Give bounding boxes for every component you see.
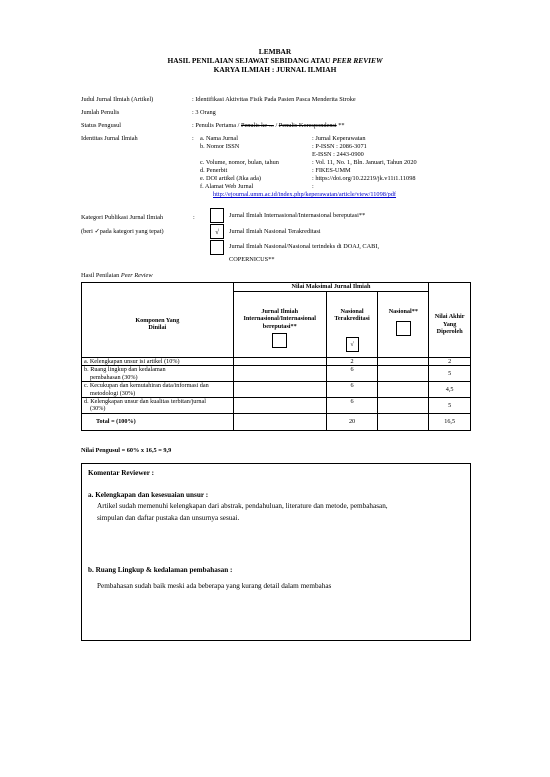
peer-review-table — [81, 282, 471, 431]
kategori-option-nas: Jurnal Ilmiah Nasional/Nasional terindeks di DOAJ, CABI, — [229, 243, 380, 250]
kategori-label: Kategori Publikasi Jurnal Ilmiah — [81, 214, 164, 221]
identitas-key-5: e. DOI artikel (Jika ada) — [200, 175, 262, 182]
kategori-option-nas-akr: Jurnal Ilmiah Nasional Terakreditasi — [229, 228, 321, 235]
komentar-a-text1: Artikel sudah memenuhi kelengkapan dari abstrak, pendahuluan, literature dan metode, pembahasan, — [97, 502, 388, 510]
status-struck-2: Penulis Korespondensi — [278, 122, 337, 129]
title-prefix: HASIL PENILAIAN SEJAWAT SEBIDANG ATAU — [167, 56, 333, 65]
kategori-checkbox-intl[interactable] — [210, 208, 224, 223]
total-nilai: 16,5 — [429, 413, 471, 430]
col-komponen-text: Komponen Yang Dinilai — [135, 316, 180, 332]
row-max: 6 — [326, 382, 378, 398]
kategori-hint: (beri ✓pada kategori yang tepat) — [81, 228, 164, 235]
identitas-key-4: d. Penerbit — [200, 167, 228, 174]
row-label: a. Kelengkapan unsur isi artikel (10%) — [82, 358, 234, 366]
hasil-label-italic: Peer Review — [120, 272, 153, 279]
row-intl — [233, 358, 326, 366]
identitas-key-3: c. Volume, nomor, bulan, tahun — [200, 159, 279, 166]
col-nas-text: Nasional** — [388, 308, 418, 315]
total-intl — [233, 413, 326, 430]
kategori-checkbox-nas-akr[interactable]: √ — [210, 224, 224, 239]
identitas-val-5: : https://doi.org/10.22219/jk.v11i1.11098 — [312, 175, 416, 182]
row-max: 6 — [326, 366, 378, 382]
web-url[interactable]: http://ejournal.umm.ac.id/index.php/keperawatan/article/view/11098/pdf — [213, 191, 397, 198]
total-label: Total = (100%) — [82, 413, 234, 430]
jumlah-label: Jumlah Penulis — [81, 109, 120, 116]
row-nilai: 2 — [429, 358, 471, 366]
row-nas — [378, 382, 429, 398]
identitas-key-1: b. Nomor ISSN — [200, 143, 240, 150]
status-first: : Penulis Pertama / — [192, 122, 241, 129]
check-nas-akr[interactable]: √ — [346, 337, 359, 352]
identitas-val-4: : FIKES-UMM — [312, 167, 351, 174]
table-row — [82, 398, 471, 414]
row-intl — [233, 398, 326, 414]
identitas-val-0: : Jurnal Keperawatan — [312, 135, 366, 142]
status-label: Status Pengusul — [81, 122, 122, 129]
web-journal-link[interactable] — [213, 191, 396, 199]
row-label-text: b. Ruang lingkup dan kedalaman pembahasan (30%) — [84, 366, 166, 381]
komentar-title: Komentar Reviewer : — [88, 469, 154, 477]
kategori-option-nas-line2: COPERNICUS** — [229, 256, 275, 263]
row-intl — [233, 382, 326, 398]
total-max: 20 — [326, 413, 378, 430]
judul-value: : Identifikasi Aktivitas Fisik Pada Pasien Pasca Menderita Stroke — [192, 96, 356, 103]
col-intl-text: Jurnal Ilmiah Internasional/Internasional bereputasi** — [243, 308, 316, 330]
check-intl[interactable] — [272, 333, 287, 348]
corner-cell-right — [429, 283, 471, 292]
kategori-option-intl: Jurnal Ilmiah Internasional/Internasional bereputasi** — [229, 212, 366, 219]
komentar-b-title: b. Ruang Lingkup & kedalaman pembahasan : — [88, 566, 233, 574]
check-nas[interactable] — [396, 321, 411, 336]
identitas-key-6: f. Alamat Web Jurnal — [200, 183, 254, 190]
row-nas — [378, 398, 429, 414]
row-max: 2 — [326, 358, 378, 366]
status-stars: ** — [336, 122, 345, 129]
row-intl — [233, 366, 326, 382]
identitas-val-2: E-ISSN : 2443-0900 — [312, 151, 364, 158]
header-nilai-maksimal: Nilai Maksimal Jurnal Ilmiah — [233, 283, 429, 292]
row-nas — [378, 358, 429, 366]
row-nas — [378, 366, 429, 382]
col-komponen — [82, 292, 234, 358]
doc-title-line1: LEMBAR — [258, 47, 292, 56]
kategori-checkbox-nas[interactable] — [210, 240, 224, 255]
col-nilai — [429, 292, 471, 358]
kategori-colon: : — [193, 214, 195, 221]
jumlah-value: : 3 Orang — [192, 109, 216, 116]
komentar-a-text2: simpulan dan daftar pustaka dan unsurnya sesuai. — [97, 514, 240, 522]
identitas-val-1: : P-ISSN : 2086-3071 — [312, 143, 367, 150]
row-label-text: d. Kelengkapan unsur dan kualitas terbitan/jurnal (30%) — [84, 398, 206, 413]
row-label — [82, 366, 234, 382]
row-max: 6 — [326, 398, 378, 414]
identitas-key-0: a. Nama Jurnal — [200, 135, 238, 142]
row-nilai: 5 — [429, 366, 471, 382]
nilai-pengusul: Nilai Pengusul = 60% x 16,5 = 9,9 — [81, 447, 172, 454]
doc-title-line3: KARYA ILMIAH : JURNAL ILMIAH — [213, 65, 337, 74]
col-nas — [378, 292, 429, 358]
col-nas-akr-text: Nasional Terakreditasi — [334, 308, 370, 323]
status-struck-1: Penulis ke-... — [240, 122, 274, 129]
title-italic: PEER REVIEW — [332, 56, 383, 65]
table-row — [82, 358, 471, 366]
identitas-val-3: : Vol. 11, No. 1, Bln. Januari, Tahun 2020 — [312, 159, 417, 166]
komentar-a-title: a. Kelengkapan dan kesesuaian unsur : — [88, 491, 209, 499]
judul-label: Judul Jurnal Ilmiah (Artikel) — [81, 96, 154, 103]
status-value — [192, 122, 345, 130]
identitas-val-6: : — [312, 183, 314, 190]
row-label-text: c. Kecukupan dan kemutahiran data/informasi dan metodologi (30%) — [84, 382, 209, 397]
total-nas — [378, 413, 429, 430]
komentar-b-text1: Pembahasan sudah baik meski ada beberapa yang kurang detail dalam membahas — [97, 582, 332, 590]
row-label — [82, 382, 234, 398]
col-nilai-text: Nilai Akhir Yang Diperoleh — [434, 313, 465, 335]
table-row — [82, 382, 471, 398]
table-row — [82, 366, 471, 382]
corner-cell — [82, 283, 234, 292]
hasil-label — [81, 272, 153, 279]
row-nilai: 5 — [429, 398, 471, 414]
komentar-box — [81, 463, 471, 641]
col-nas-akr — [326, 292, 378, 358]
hasil-label-text: Hasil Penilaian — [81, 272, 121, 279]
identitas-label: Identitas Jurnal Ilmiah — [81, 135, 138, 142]
col-intl — [233, 292, 326, 358]
table-row-total — [82, 413, 471, 430]
row-nilai: 4,5 — [429, 382, 471, 398]
identitas-colon: : — [192, 135, 194, 142]
row-label — [82, 398, 234, 414]
doc-title-line2 — [0, 56, 550, 65]
status-sep: / — [273, 122, 279, 129]
